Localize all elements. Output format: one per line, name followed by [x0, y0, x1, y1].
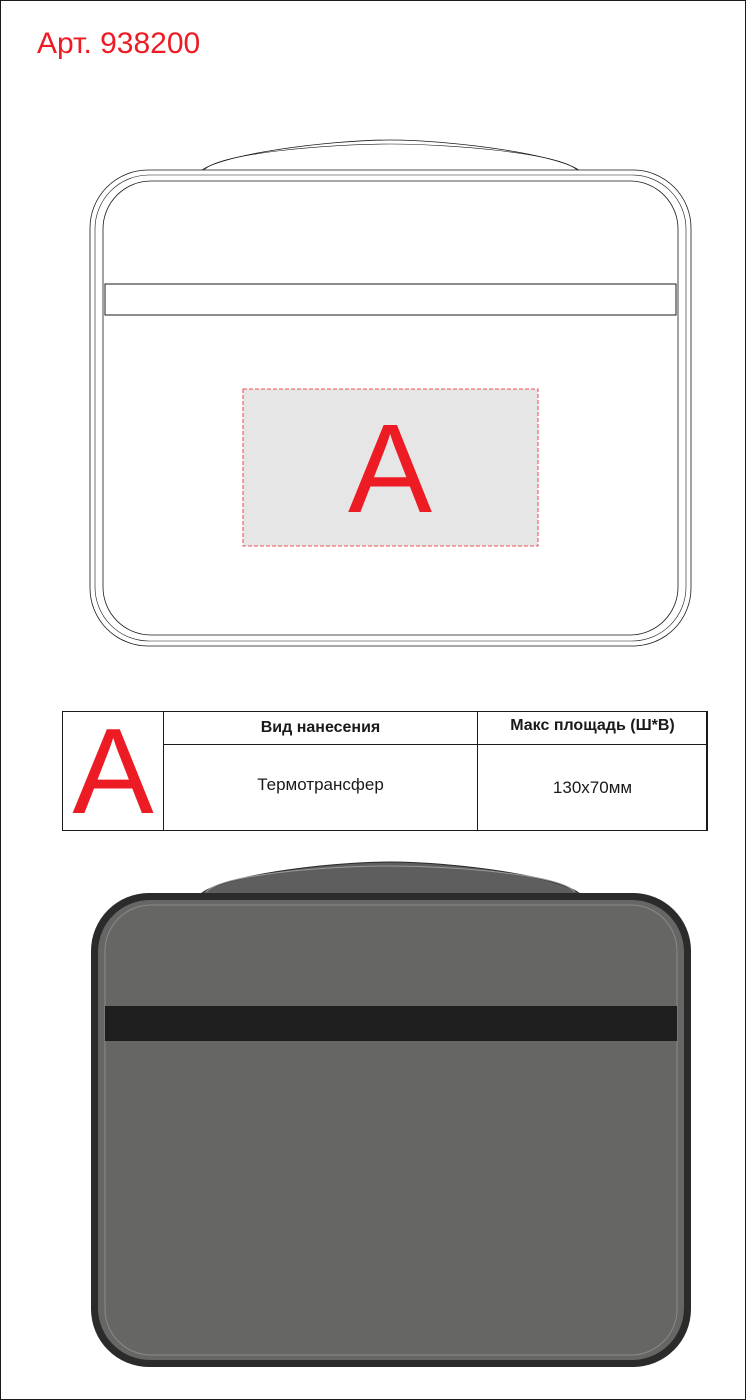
case-stripe-outline — [105, 284, 676, 315]
table-zone-cell — [63, 712, 164, 830]
table-row-divider — [164, 744, 706, 745]
value-method: Термотрансфер — [257, 775, 384, 794]
application-table — [62, 711, 708, 831]
handle-outline — [198, 140, 583, 174]
header-area: Макс площадь (Ш*В) — [510, 717, 675, 734]
article-title: Арт. 938200 — [37, 27, 201, 60]
value-area: 130x70мм — [552, 778, 633, 797]
header-method: Вид нанесения — [260, 719, 381, 736]
case-stripe-colored — [105, 1006, 677, 1041]
handle-colored — [198, 862, 583, 897]
case-outline-view — [90, 140, 691, 646]
table-zone-letter: A — [72, 712, 154, 830]
case-color-view — [91, 862, 691, 1367]
print-area-letter: A — [347, 398, 433, 539]
